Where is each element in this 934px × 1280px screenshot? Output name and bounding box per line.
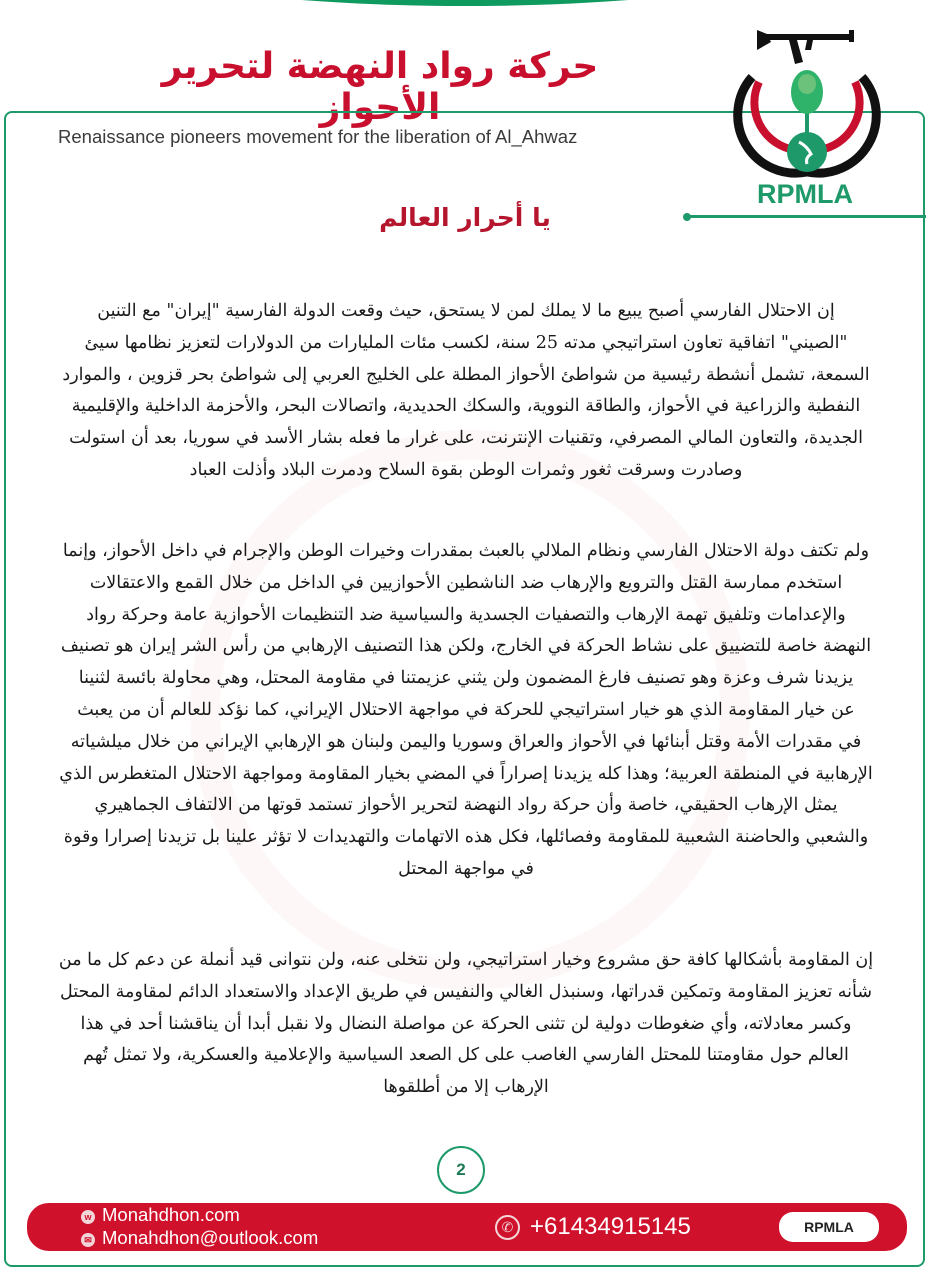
header-subtitle-english: Renaissance pioneers movement for the liberation of Al_Ahwaz bbox=[58, 126, 578, 147]
paragraph-line: النفطية والزراعية في الأحواز، والطاقة النووية، والسكك الحديدية، واتصالات البحر، والأحزمة الداخلية والإقليمية bbox=[71, 396, 861, 417]
website-text: Monahdhon.com bbox=[102, 1204, 240, 1225]
paragraph-line: ولم تكتف دولة الاحتلال الفارسي ونظام الملالي بالعبث بمقدرات وخيرات الوطن والإجرام في داخل الأحواز، وإنما bbox=[62, 541, 870, 561]
divider-dot bbox=[683, 213, 691, 221]
page-number: 2 bbox=[437, 1146, 485, 1194]
footer-website-link[interactable] bbox=[81, 1204, 240, 1226]
paragraph-line: الإرهابية في المنطقة العربية؛ وهذا كله يزيدنا إصراراً في المضي بخيار المقاومة ومواجهة الاحتلال المتغطرس الذي bbox=[59, 763, 873, 784]
rifle-icon bbox=[757, 30, 854, 64]
paragraph-line: والشعبي والحاضنة الشعبية للمقاومة وفصائلها، فكل هذه الاتهامات والتهديدات لا تؤثر علينا بل تزيدنا إصرارا وقوة bbox=[63, 827, 869, 848]
top-green-arc bbox=[95, 0, 835, 6]
email-text: Monahdhon@outlook.com bbox=[102, 1227, 319, 1248]
footer-rpmla-badge: RPMLA bbox=[779, 1212, 879, 1242]
paragraph-line: الجديدة، والتعاون المالي المصرفي، وتقنيات الإنترنت، على غرار ما فعله بشار الأسد في سوريا، بعد أن استولت bbox=[69, 428, 863, 449]
paragraph-line: والإعدامات وتلفيق تهمة الإرهاب والتصفيات الجسدية والسياسية ضد التنظيمات الأحوازية عامة وحركة رواد bbox=[86, 604, 846, 625]
paragraph-line: عن خيار المقاومة الذي هو خيار استراتيجي للحركة في مواجهة الاحتلال الإيراني، كما نؤكد للعالم أن من يعبث bbox=[77, 699, 855, 720]
email-icon: ✉ bbox=[81, 1233, 95, 1247]
paragraph-line: النهضة خاصة للتضييق على نشاط الحركة في الخارج، ولكن هذا التصنيف الإرهابي من رأس الشر إيران هو تصنيف bbox=[60, 636, 872, 657]
palm-tree-icon bbox=[791, 70, 823, 140]
globe-icon bbox=[787, 132, 827, 172]
document-title: يا أحرار العالم bbox=[379, 203, 551, 232]
paragraph-line: السمعة، تشمل أنشطة رئيسية من شواطئ الأحواز المطلة على الخليج العربي إلى شواطئ بحر قزوين ، والموارد bbox=[62, 364, 870, 385]
paragraph-line: العالم حول مقاومتنا للمحتل الفارسي الغاصب على كل الصعد السياسية والإعلامية والعسكرية، ولا تمثل تُهم bbox=[83, 1045, 849, 1066]
paragraph-line: يزيدنا شرف وعزة وهو تصنيف فارغ المضمون ولن يثني عزيمتنا في مقاومة المحتل، وهي محاولة بائسة لثنينا bbox=[78, 668, 854, 689]
paragraph-line: وكسر معادلاته، وأي ضغوطات دولية لن تثنى الحركة عن مواصلة النضال ولا نقبل أبدا أن يناقشنا أحد في هذا bbox=[80, 1013, 852, 1034]
paragraph-line: يمثل الإرهاب الحقيقي، خاصة وأن حركة رواد النهضة لتحرير الأحواز تستمد قوتها من الالتفاف الجماهيري bbox=[94, 795, 838, 816]
paragraph-2 bbox=[10, 536, 922, 886]
paragraph-line: إن الاحتلال الفارسي أصبح يبيع ما لا يملك لمن لا يستحق، حيث وقعت الدولة الفارسية "إيران" مع التنين bbox=[97, 301, 835, 321]
paragraph-line: إن المقاومة بأشكالها كافة حق مشروع وخيار استراتيجي، ولن نتخلى عنه، ولن نتوانى قيد أنملة عن دعم كل ما من bbox=[58, 950, 874, 970]
footer-bar bbox=[27, 1203, 907, 1251]
paragraph-line: شأنه تعزيز المقاومة وتمكين قدراتها، وسنبذل الغالي والنفيس في طريق الإعداد والاستعداد الدائم لمقاومة المحتل bbox=[59, 981, 873, 1002]
paragraph-line: استخدم ممارسة القتل والترويع والإرهاب ضد الناشطين الأحوازيين في الداخل من خلال القمع والاعتقالات bbox=[89, 572, 843, 593]
header-divider bbox=[686, 215, 926, 218]
footer-phone-link[interactable] bbox=[495, 1213, 691, 1241]
phone-text: +61434915145 bbox=[530, 1213, 691, 1240]
website-icon: w bbox=[81, 1210, 95, 1224]
paragraph-line: "الصيني" اتفاقية تعاون استراتيجي مدته 25 سنة، لكسب مئات المليارات من الدولارات لتعزيز نظامها سيئ bbox=[84, 332, 848, 353]
phone-icon: ✆ bbox=[495, 1215, 520, 1240]
paragraph-line: في مقدرات الأمة وقتل أبنائها في الأحواز والعراق وسوريا واليمن ولبنان هو الإرهابي الإيراني من خلال ميلشياته bbox=[70, 731, 862, 752]
paragraph-1 bbox=[10, 296, 922, 487]
logo-acronym: RPMLA bbox=[757, 179, 853, 209]
paragraph-3 bbox=[10, 945, 922, 1104]
paragraph-line: في مواجهة المحتل bbox=[398, 858, 534, 879]
paragraph-line: الإرهاب إلا من أطلقوها bbox=[383, 1077, 549, 1098]
header-title-arabic: حركة رواد النهضة لتحرير الأحواز bbox=[161, 46, 599, 128]
paragraph-line: وصادرت وسرقت ثغور وثمرات الوطن بقوة السلاح ودمرت البلاد وأذلت العباد bbox=[189, 459, 743, 480]
footer-email-link[interactable] bbox=[81, 1227, 318, 1249]
